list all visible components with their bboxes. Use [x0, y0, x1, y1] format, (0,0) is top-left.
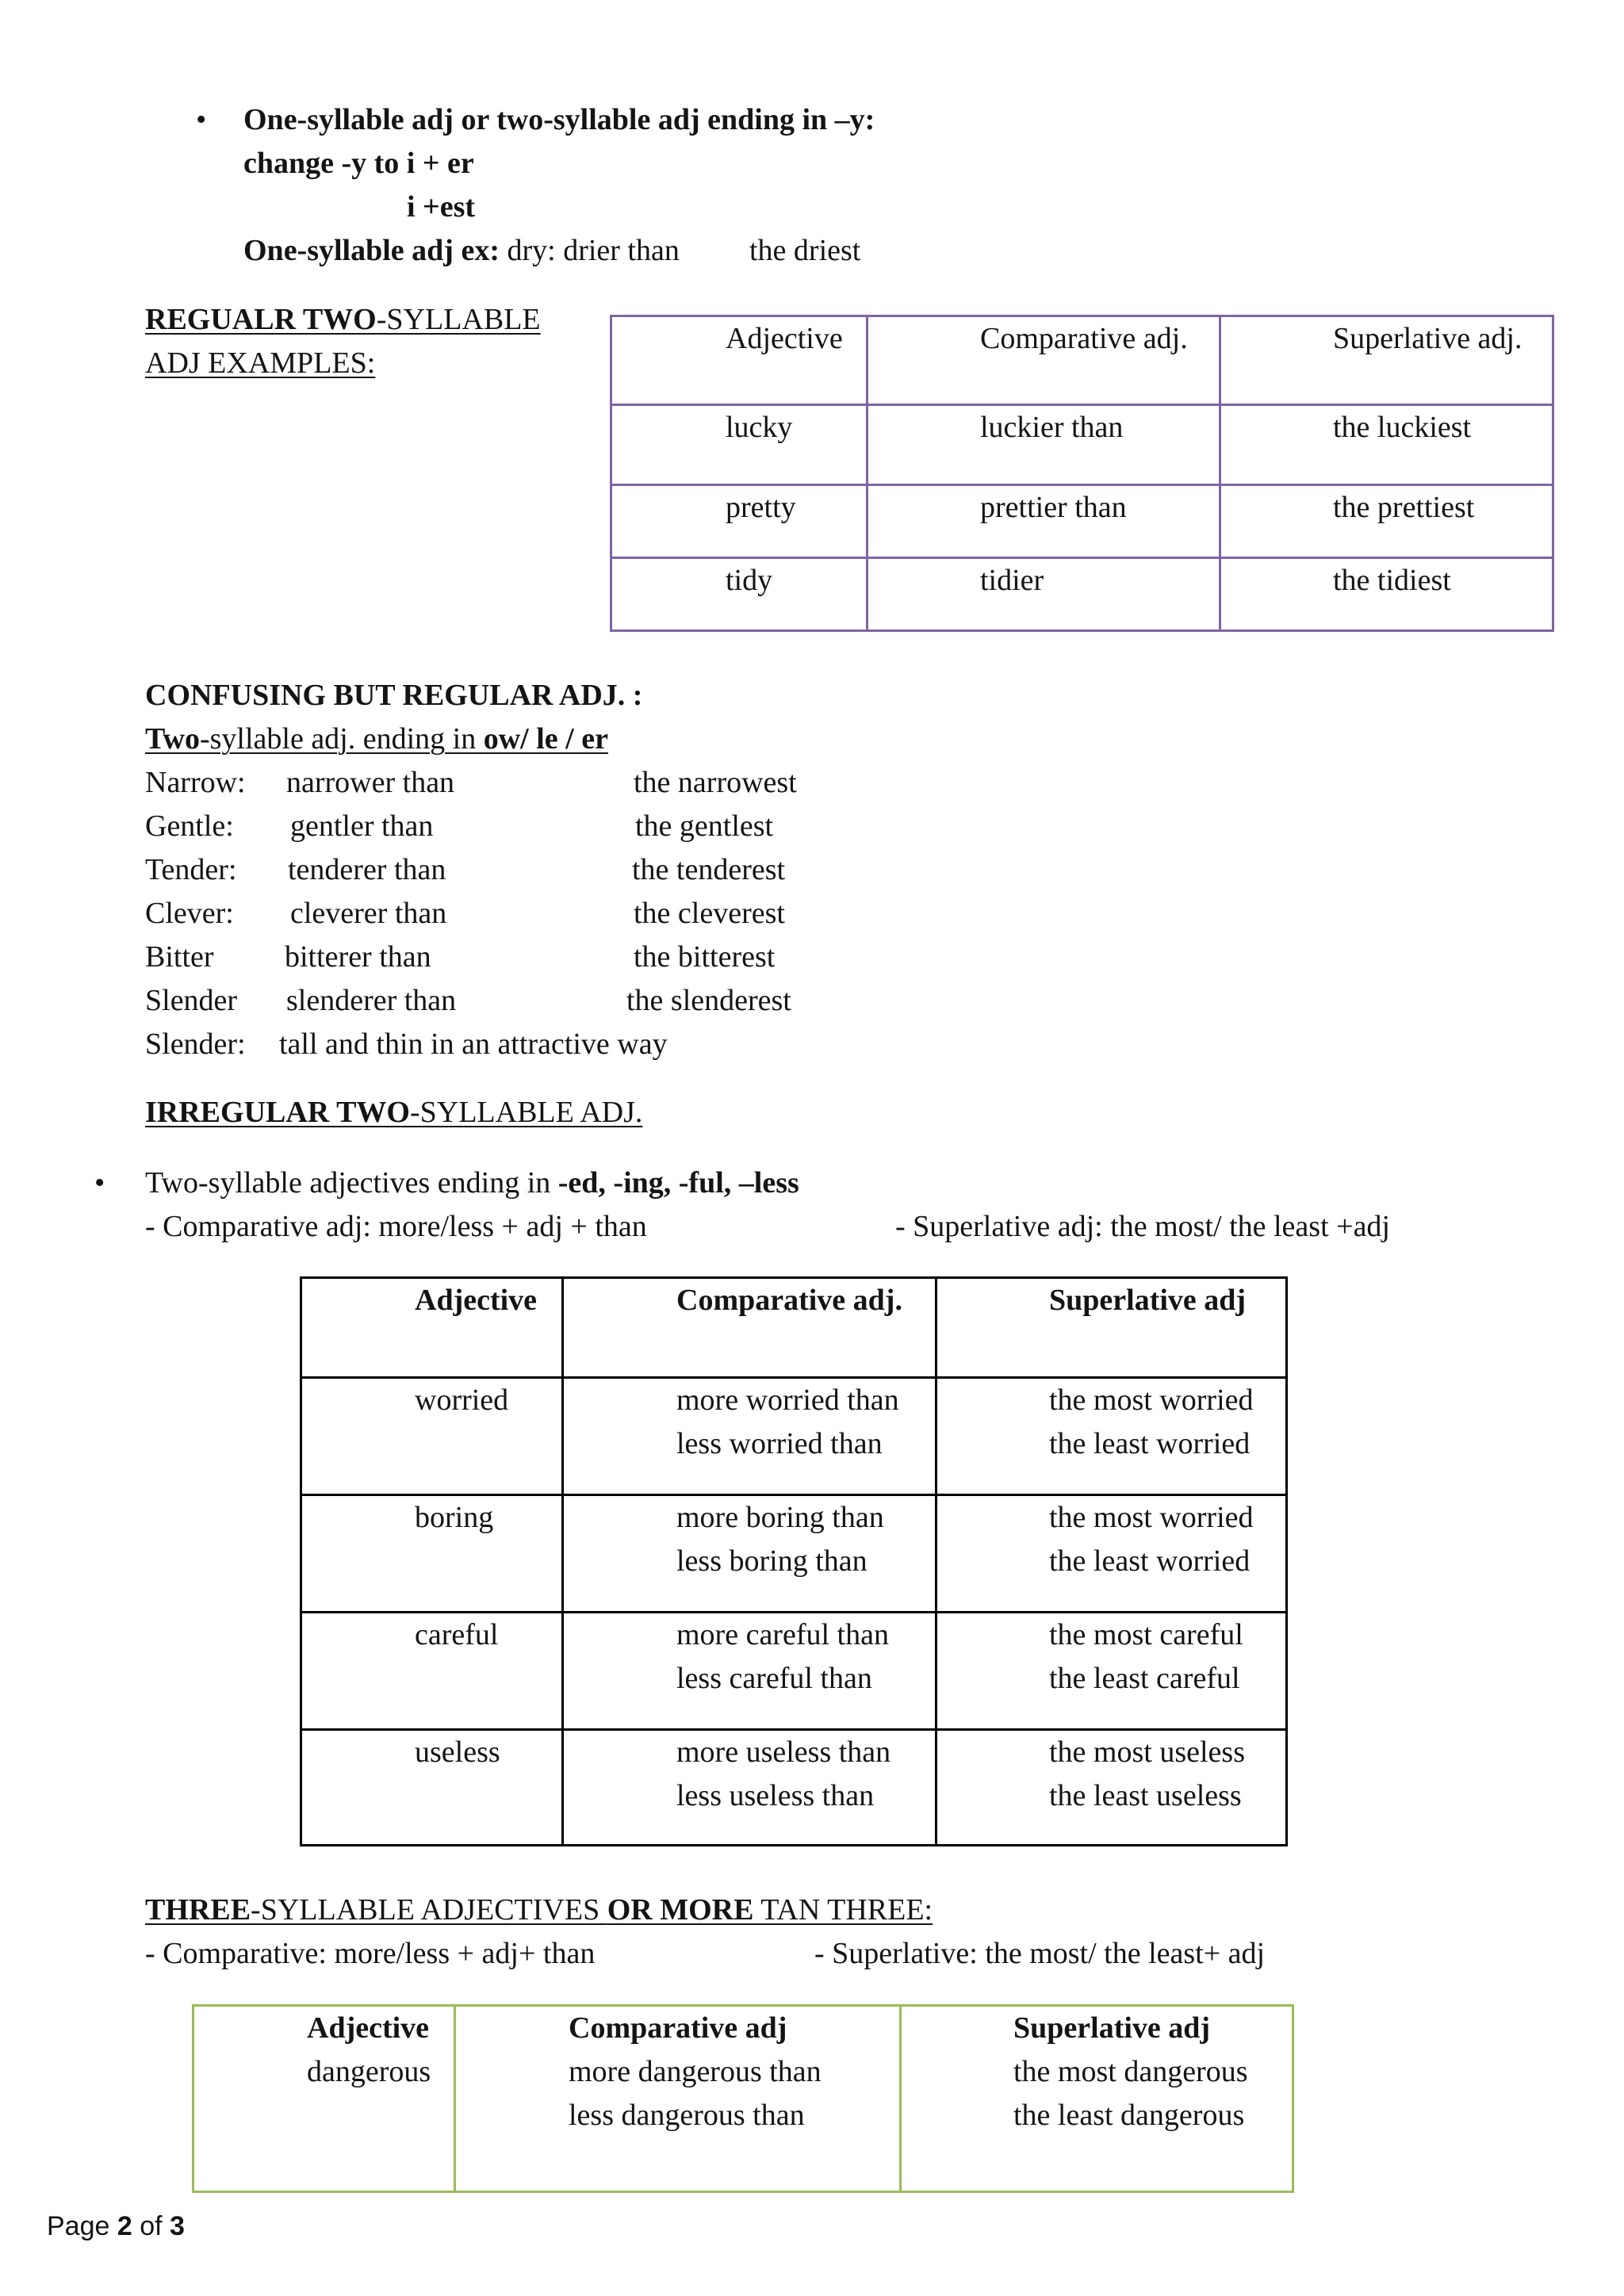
rule-y-example	[243, 229, 680, 273]
header-superlative: Superlative adj	[1013, 2011, 1211, 2045]
regular-heading	[145, 298, 541, 342]
table-row	[301, 1613, 1287, 1730]
table-row	[301, 1378, 1287, 1495]
table-row	[193, 2006, 1293, 2192]
three-comparative-rule: - Comparative: more/less + adj+ than	[145, 1937, 596, 1970]
confusing-superlative: the gentlest	[635, 809, 774, 843]
three-heading-bold2: OR MORE	[607, 1893, 754, 1927]
irregular-heading	[145, 1091, 642, 1135]
bullet-marker: •	[94, 1166, 105, 1200]
table-cell: useless	[301, 1730, 563, 1846]
irregular-heading-rest: -SYLLABLE ADJ.	[409, 1096, 643, 1129]
table-cell	[455, 2006, 901, 2192]
table-cell: careful	[301, 1613, 563, 1730]
confusing-comparative: slenderer than	[286, 984, 457, 1017]
sub-bold2: ow/ le / er	[483, 722, 608, 756]
slender-definition-text: tall and thin in an attractive way	[279, 1027, 668, 1061]
table-header-row	[301, 1278, 1287, 1378]
page-of: of	[140, 2211, 163, 2241]
confusing-word: Clever:	[145, 897, 234, 930]
header-cell: Adjective	[301, 1278, 563, 1378]
table-cell: more boring than less boring than	[563, 1495, 936, 1613]
irregular-superlative-rule: - Superlative adj: the most/ the least +adj	[895, 1210, 1390, 1243]
header-cell: Comparative adj.	[563, 1278, 936, 1378]
example-label: One-syllable adj ex:	[243, 234, 500, 267]
rule-y-line3: i +est	[407, 190, 476, 224]
regular-heading-bold: REGUALR TWO	[145, 303, 377, 336]
confusing-comparative: bitterer than	[285, 940, 431, 974]
header-adjective: Adjective	[307, 2011, 430, 2045]
table-cell: pretty	[611, 485, 868, 558]
table-cell: tidier	[868, 558, 1220, 631]
confusing-comparative: cleverer than	[290, 897, 447, 930]
three-syllable-table	[192, 2004, 1294, 2193]
table-cell: more worried than less worried than	[563, 1378, 936, 1495]
confusing-word: Tender:	[145, 853, 237, 886]
confusing-comparative: narrower than	[286, 766, 455, 799]
table-cell: lucky	[611, 405, 868, 485]
table-row	[611, 558, 1553, 631]
bullet-bold: -ed, -ing, -ful, –less	[557, 1166, 799, 1200]
bullet-marker: •	[196, 103, 207, 136]
three-superlative-rule: - Superlative: the most/ the least+ adj	[814, 1937, 1266, 1970]
table-row	[611, 485, 1553, 558]
bullet-text: Two-syllable adjectives ending in	[145, 1166, 558, 1200]
table-cell: worried	[301, 1378, 563, 1495]
three-heading	[145, 1888, 933, 1932]
confusing-word: Bitter	[145, 940, 214, 974]
comp-value: less dangerous than	[569, 2099, 805, 2132]
table-cell: prettier than	[868, 485, 1220, 558]
irregular-bullet-text	[145, 1161, 799, 1205]
table-cell: boring	[301, 1495, 563, 1613]
table-cell: the most worried the least worried	[936, 1495, 1287, 1613]
adj-value: dangerous	[307, 2055, 431, 2088]
irregular-heading-bold: IRREGULAR TWO	[145, 1096, 410, 1129]
confusing-subheading	[145, 718, 608, 761]
page-word: Page	[47, 2211, 110, 2241]
table-row	[611, 405, 1553, 485]
sub-text: -syllable adj. ending in	[199, 722, 484, 756]
table-header-row	[611, 316, 1553, 405]
table-cell: more useless than less useless than	[563, 1730, 936, 1846]
table-cell: the most worried the least worried	[936, 1378, 1287, 1495]
page-total: 3	[170, 2211, 185, 2241]
header-cell: Adjective	[611, 316, 868, 405]
confusing-superlative: the slenderest	[626, 984, 791, 1017]
sub-bold: Two	[145, 722, 200, 756]
confusing-comparative: gentler than	[290, 809, 434, 843]
table-row	[301, 1730, 1287, 1846]
confusing-superlative: the bitterest	[634, 940, 776, 974]
regular-heading-line2: ADJ EXAMPLES:	[145, 346, 376, 380]
header-cell: Superlative adj.	[1220, 316, 1553, 405]
page-current: 2	[117, 2211, 132, 2241]
confusing-word: Gentle:	[145, 809, 234, 843]
table-cell: tidy	[611, 558, 868, 631]
page-number	[47, 2210, 185, 2242]
irregular-comparative-rule: - Comparative adj: more/less + adj + than	[145, 1210, 647, 1243]
table-row	[301, 1495, 1287, 1613]
confusing-comparative: tenderer than	[288, 853, 446, 886]
table-cell	[901, 2006, 1293, 2192]
header-cell: Superlative adj	[936, 1278, 1287, 1378]
confusing-heading: CONFUSING BUT REGULAR ADJ. :	[145, 679, 643, 712]
table-cell: the tidiest	[1220, 558, 1553, 631]
table-cell: the most careful the least careful	[936, 1613, 1287, 1730]
rule-y-line2: change -y to i + er	[243, 147, 474, 180]
irregular-adj-table	[300, 1276, 1288, 1846]
table-cell	[193, 2006, 455, 2192]
confusing-superlative: the tenderest	[632, 853, 786, 886]
three-heading-mid: -SYLLABLE ADJECTIVES	[251, 1893, 607, 1927]
table-cell: the prettiest	[1220, 485, 1553, 558]
confusing-word: Narrow:	[145, 766, 246, 799]
regular-heading-rest: -SYLLABLE	[376, 303, 541, 336]
three-heading-bold1: THREE	[145, 1893, 251, 1927]
slender-definition-label: Slender:	[145, 1027, 246, 1061]
confusing-superlative: the cleverest	[634, 897, 785, 930]
table-cell: the most useless the least useless	[936, 1730, 1287, 1846]
regular-adj-table	[610, 315, 1554, 632]
rule-y-line1: One-syllable adj or two-syllable adj ending in –y:	[243, 103, 875, 136]
example-superlative: the driest	[749, 234, 861, 267]
table-cell: more careful than less careful than	[563, 1613, 936, 1730]
confusing-word: Slender	[145, 984, 238, 1017]
three-heading-end: TAN THREE:	[753, 1893, 933, 1927]
confusing-superlative: the narrowest	[634, 766, 797, 799]
table-cell: the luckiest	[1220, 405, 1553, 485]
example-text: dry: drier than	[507, 234, 680, 267]
sup-value: the least dangerous	[1013, 2099, 1245, 2132]
table-cell: luckier than	[868, 405, 1220, 485]
header-comparative: Comparative adj	[569, 2011, 787, 2045]
comp-value: more dangerous than	[569, 2055, 822, 2088]
header-cell: Comparative adj.	[868, 316, 1220, 405]
sup-value: the most dangerous	[1013, 2055, 1248, 2088]
